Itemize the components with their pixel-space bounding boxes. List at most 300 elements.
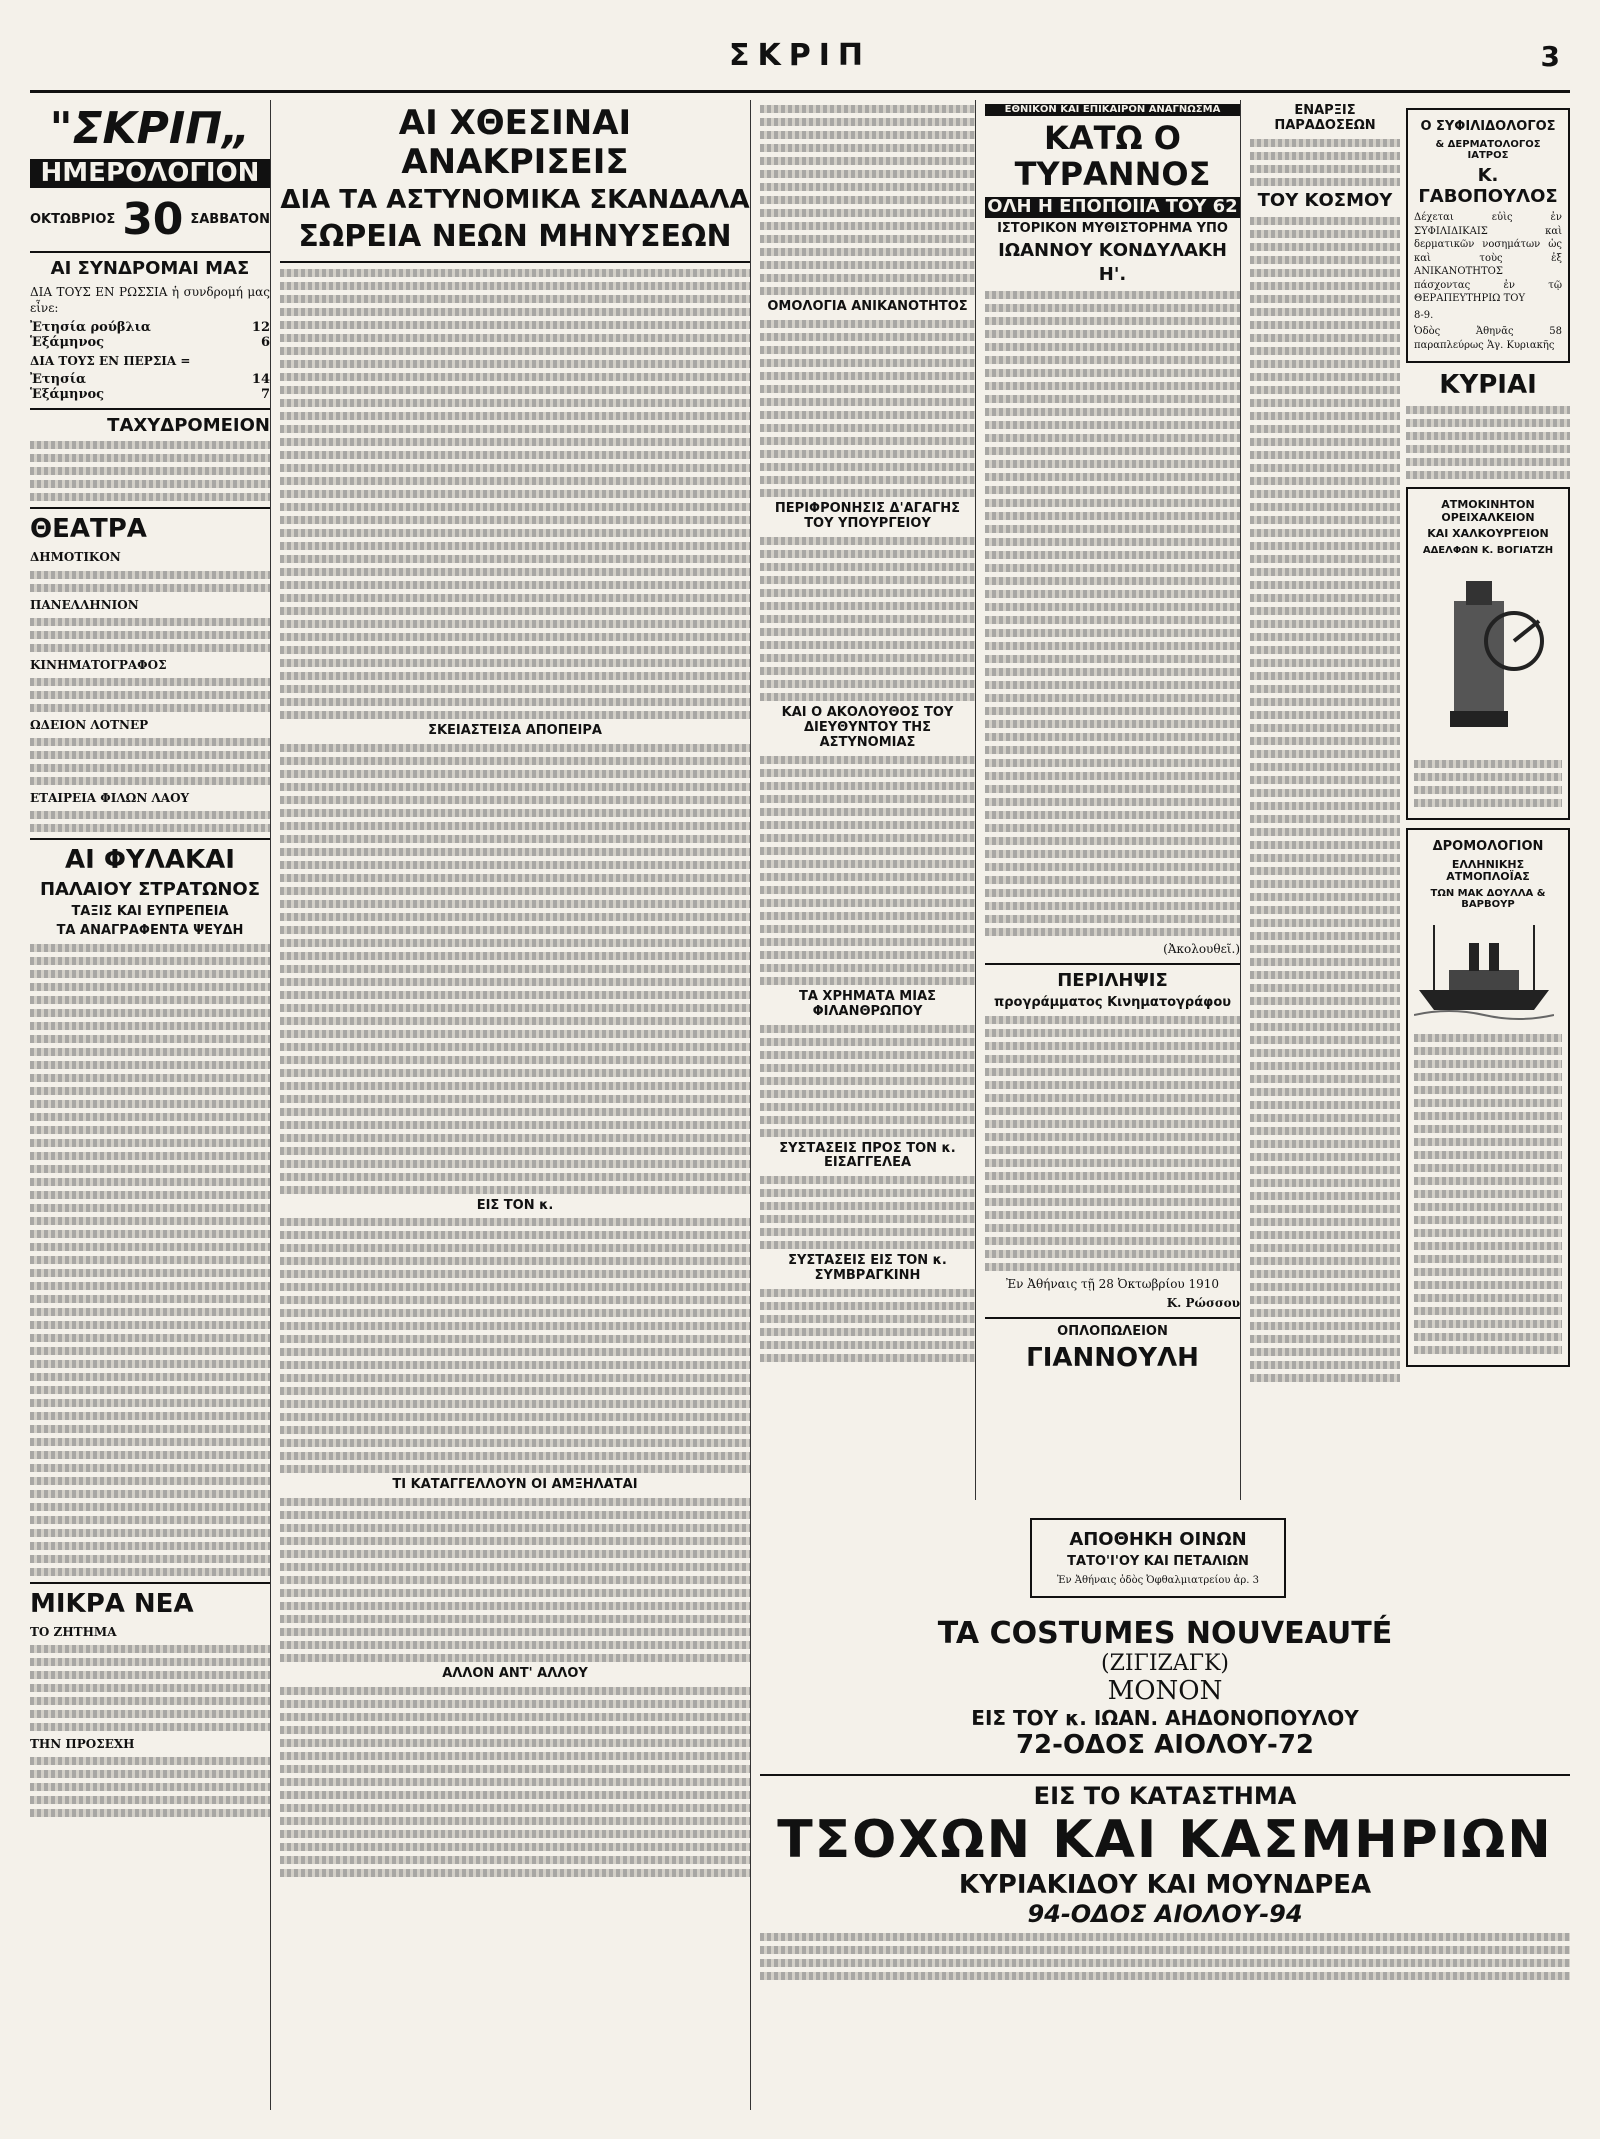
text-line	[30, 584, 270, 592]
text-line	[1250, 906, 1400, 914]
text-line	[985, 915, 1240, 923]
text-line	[760, 860, 975, 868]
text-line	[985, 1250, 1240, 1258]
text-line	[280, 1498, 750, 1506]
text-line	[1250, 841, 1400, 849]
text-line	[280, 1537, 750, 1545]
text-line	[280, 711, 750, 719]
text-line	[760, 1328, 975, 1336]
text-line	[985, 1133, 1240, 1141]
text-line	[30, 996, 270, 1004]
section-subhead: ΠΕΡΙΦΡΟΝΗΣΙΣ Δ'ΑΓΑΓΗΣ ΤΟΥ ΥΠΟΥΡΓΕΙΟΥ	[774, 500, 961, 531]
column-ads	[1250, 100, 1570, 1500]
text-line	[1250, 880, 1400, 888]
text-line	[760, 1176, 975, 1184]
text-line	[760, 873, 975, 881]
text-line	[280, 308, 750, 316]
text-line	[985, 837, 1240, 845]
shipping-ad	[1406, 828, 1570, 1367]
text-line	[1414, 1242, 1562, 1250]
text-line	[280, 848, 750, 856]
text-line	[760, 1215, 975, 1223]
main-subheadline: ΔΙΑ ΤΑ ΑΣΤΥΝΟΜΙΚΑ ΣΚΑΝΔΑΛΑ	[280, 185, 750, 216]
text-line	[985, 1237, 1240, 1245]
text-line	[1250, 516, 1400, 524]
foundry-subtitle: ΚΑΙ ΧΑΛΚΟΥΡΓΕΙΟΝ	[1427, 527, 1549, 541]
text-line	[30, 1178, 270, 1186]
text-line	[1414, 1281, 1562, 1289]
text-line	[985, 1263, 1240, 1271]
wine-subtitle: ΤΑΤΟ'Ι'ΟΥ ΚΑΙ ΠΕΤΑΛΙΩΝ	[1067, 1553, 1249, 1569]
text-line	[280, 1843, 750, 1851]
text-line	[760, 795, 975, 803]
text-line	[30, 1035, 270, 1043]
text-line	[280, 451, 750, 459]
text-line	[985, 694, 1240, 702]
serial-chapter: Η'.	[1098, 264, 1127, 286]
text-line	[1250, 1114, 1400, 1122]
text-line	[280, 1654, 750, 1662]
text-line	[1250, 1322, 1400, 1330]
price-row: Ἐτησία ρούβλια 12	[30, 319, 270, 335]
text-line	[30, 1723, 270, 1731]
text-line	[760, 372, 975, 380]
text-line	[1250, 503, 1400, 511]
text-line	[280, 1830, 750, 1838]
text-line	[280, 1687, 750, 1695]
text-line	[985, 850, 1240, 858]
text-line	[30, 1191, 270, 1199]
text-line	[30, 944, 270, 952]
text-line	[280, 295, 750, 303]
subscriptions-russia: ΔΙΑ ΤΟΥΣ ΕΝ ΡΩΣΣΙΑ ἡ συνδρομή μας εἶνε:	[30, 285, 270, 316]
text-line	[1250, 893, 1400, 901]
text-line	[280, 360, 750, 368]
text-line	[1250, 724, 1400, 732]
text-line	[30, 691, 270, 699]
column-rule	[30, 838, 270, 840]
text-line	[985, 590, 1240, 598]
text-line	[280, 412, 750, 420]
column-police-scandals	[280, 100, 751, 2110]
text-line	[1250, 1244, 1400, 1252]
text-line	[280, 1739, 750, 1747]
text-line	[1250, 360, 1400, 368]
prison-subhead: ΤΑΞΙΣ ΚΑΙ ΕΥΠΡΕΠΕΙΑ	[71, 903, 229, 919]
serial-title: ΚΑΤΩ Ο ΤΥΡΑΝΝΟΣ	[1014, 118, 1211, 194]
text-line	[1250, 1075, 1400, 1083]
text-line	[1406, 432, 1570, 440]
text-line	[30, 1165, 270, 1173]
text-line	[280, 1322, 750, 1330]
text-line	[760, 938, 975, 946]
text-line	[280, 1576, 750, 1584]
text-line	[985, 811, 1240, 819]
text-line	[280, 1615, 750, 1623]
column-calendar	[30, 100, 271, 2110]
text-line	[985, 1094, 1240, 1102]
text-line	[1250, 477, 1400, 485]
text-line	[280, 796, 750, 804]
text-line	[1414, 1229, 1562, 1237]
column-serial-novel	[985, 100, 1241, 1500]
text-line	[760, 450, 975, 458]
text-line	[985, 499, 1240, 507]
text-line	[30, 1152, 270, 1160]
text-line	[30, 1113, 270, 1121]
text-line	[1250, 659, 1400, 667]
text-line	[280, 1270, 750, 1278]
price-row: Ἑξάμηνος 7	[30, 386, 270, 402]
text-line	[280, 939, 750, 947]
text-line	[30, 1100, 270, 1108]
text-line	[1250, 1010, 1400, 1018]
text-line	[1250, 1127, 1400, 1135]
newspaper-page	[30, 30, 1570, 2110]
text-line	[30, 644, 270, 652]
text-line	[280, 1231, 750, 1239]
text-line	[280, 568, 750, 576]
summary-signature: Κ. Ρώσσου	[1166, 1296, 1240, 1311]
text-line	[985, 720, 1240, 728]
nouveaute-shop: ΕΙΣ ΤΟΥ κ. ΙΩΑΝ. ΑΗΔΟΝΟΠΟΥΛΟΥ	[971, 1706, 1359, 1731]
text-line	[280, 1804, 750, 1812]
text-line	[760, 1302, 975, 1310]
text-line	[985, 447, 1240, 455]
main-headline: ΑΙ ΧΘΕΣΙΝΑΙ ΑΝΑΚΡΙΣΕΙΣ	[398, 103, 632, 183]
text-line	[30, 1282, 270, 1290]
text-line	[760, 563, 975, 571]
text-line	[30, 1425, 270, 1433]
text-line	[30, 1809, 270, 1817]
text-line	[760, 411, 975, 419]
text-line	[985, 928, 1240, 936]
text-line	[280, 698, 750, 706]
text-line	[280, 425, 750, 433]
text-line	[760, 782, 975, 790]
text-line	[280, 1628, 750, 1636]
text-line	[1406, 419, 1570, 427]
text-line	[985, 317, 1240, 325]
text-line	[1250, 1062, 1400, 1070]
text-line	[280, 874, 750, 882]
text-line	[760, 346, 975, 354]
text-line	[280, 529, 750, 537]
text-line	[760, 1315, 975, 1323]
text-line	[760, 196, 975, 204]
text-line	[280, 757, 750, 765]
text-line	[280, 1374, 750, 1382]
text-line	[760, 1341, 975, 1349]
text-line	[760, 589, 975, 597]
text-line	[1414, 1203, 1562, 1211]
ladies-heading: ΚΥΡΙΑΙ	[1439, 370, 1537, 401]
text-line	[280, 1108, 750, 1116]
lower-ads	[760, 1510, 1570, 2110]
text-line	[760, 424, 975, 432]
text-line	[1250, 152, 1400, 160]
text-line	[280, 900, 750, 908]
subscriptions-heading: ΑΙ ΣΥΝΔΡΟΜΑΙ ΜΑΣ	[50, 258, 250, 280]
text-line	[280, 1465, 750, 1473]
theatre-item: ΠΑΝΕΛΛΗΝΙΟΝ	[30, 597, 139, 612]
text-line	[985, 772, 1240, 780]
text-line	[985, 1146, 1240, 1154]
text-line	[1250, 568, 1400, 576]
section-subhead: ΕΙΣ ΤΟΝ κ.	[476, 1197, 554, 1213]
text-line	[30, 1217, 270, 1225]
text-line	[760, 628, 975, 636]
text-line	[985, 460, 1240, 468]
store-owners: ΚΥΡΙΑΚΙΔΟΥ ΚΑΙ ΜΟΥΝΔΡΕΑ	[958, 1870, 1372, 1901]
text-line	[760, 1202, 975, 1210]
text-line	[280, 581, 750, 589]
serial-author: ΙΩΑΝΝΟΥ ΚΟΝΔΥΛΑΚΗ	[998, 239, 1227, 261]
text-line	[1250, 1309, 1400, 1317]
text-line	[280, 1017, 750, 1025]
text-line	[760, 964, 975, 972]
text-line	[280, 1387, 750, 1395]
text-line	[280, 1817, 750, 1825]
text-line	[280, 1244, 750, 1252]
text-line	[1250, 529, 1400, 537]
text-line	[280, 1413, 750, 1421]
nouveaute-title: TA COSTUMES NOUVEAUTÉ	[937, 1616, 1393, 1652]
text-line	[985, 1120, 1240, 1128]
store-ad	[760, 1782, 1570, 1980]
text-line	[30, 1399, 270, 1407]
doctor-address: Ὁδὸς Ἀθηνᾶς 58 παραπλεύρως Ἁγ. Κυριακῆς	[1414, 326, 1562, 351]
text-line	[760, 437, 975, 445]
text-line	[760, 1129, 975, 1137]
text-line	[280, 490, 750, 498]
small-news-item: ΤΟ ΖΗΤΗΜΑ	[30, 1624, 117, 1639]
text-line	[280, 620, 750, 628]
text-line	[760, 821, 975, 829]
column-rule	[985, 963, 1240, 965]
text-line	[1250, 1296, 1400, 1304]
text-line	[30, 1658, 270, 1666]
text-line	[1414, 1177, 1562, 1185]
text-line	[760, 641, 975, 649]
text-line	[280, 1439, 750, 1447]
text-line	[985, 564, 1240, 572]
text-line	[30, 1783, 270, 1791]
text-line	[1250, 828, 1400, 836]
text-line	[1250, 321, 1400, 329]
text-line	[985, 642, 1240, 650]
serial-kicker: ΕΘΝΙΚΟΝ ΚΑΙ ΕΠΙΚΑΙΡΟΝ ΑΝΑΓΝΩΣΜΑ	[985, 104, 1240, 116]
text-line	[280, 744, 750, 752]
text-line	[280, 1218, 750, 1226]
text-line	[30, 467, 270, 475]
text-line	[985, 473, 1240, 481]
text-line	[1414, 1073, 1562, 1081]
text-line	[985, 382, 1240, 390]
text-line	[1250, 230, 1400, 238]
text-line	[280, 1700, 750, 1708]
section-subhead: ΑΛΛΟΝ ΑΝΤ' ΑΛΛΟΥ	[442, 1666, 588, 1682]
doctor-text: Δέχεται εὐὶς ἐν ΣΥΦΙΛΙΔΙΚΑΙΣ καὶ δερματικῶν νοσημάτων ὡς καὶ τοὺς ἐξ ΑΝΙΚΑΝΟΤΗΤΟΣ πάσχοντας ἐν τῷ ΘΕΡΑΠΕΥΤΗΡΙΩ ΤΟΥ	[1414, 212, 1562, 305]
text-line	[1250, 139, 1400, 147]
text-line	[30, 618, 270, 626]
text-line	[1250, 1101, 1400, 1109]
text-line	[1250, 815, 1400, 823]
text-line	[1250, 1088, 1400, 1096]
text-line	[985, 538, 1240, 546]
section-subhead: ΤΙ ΚΑΤΑΓΓΕΛΛΟΥΝ ΟΙ ΑΜΞΗΛΑΤΑΙ	[392, 1477, 638, 1493]
text-line	[985, 1185, 1240, 1193]
price-row: Ἐτησία 14	[30, 371, 270, 387]
section-subhead: ΣΥΣΤΑΣΕΙΣ ΕΙΣ ΤΟΝ κ. ΣΥΜΒΡΑΓΚΙΝΗ	[788, 1253, 947, 1284]
text-line	[1250, 750, 1400, 758]
text-line	[280, 1121, 750, 1129]
text-line	[1250, 464, 1400, 472]
text-line	[1250, 334, 1400, 342]
text-line	[1414, 1125, 1562, 1133]
text-line	[1250, 867, 1400, 875]
text-line	[280, 1257, 750, 1265]
doctor-name: Κ. ΓΑΒΟΠΟΥΛΟΣ	[1418, 164, 1558, 207]
shipping-company: ΤΩΝ ΜΑΚ ΔΟΥΛΛΑ & ΒΑΡΒΟΥΡ	[1430, 887, 1546, 911]
text-line	[1250, 802, 1400, 810]
text-line	[280, 373, 750, 381]
text-line	[760, 834, 975, 842]
calendar-weekday: ΣΑΒΒΑΤΟΝ	[190, 211, 270, 227]
text-line	[1250, 308, 1400, 316]
text-line	[30, 1697, 270, 1705]
text-line	[985, 512, 1240, 520]
text-line	[1250, 776, 1400, 784]
text-line	[1250, 282, 1400, 290]
text-line	[1250, 347, 1400, 355]
text-line	[1250, 542, 1400, 550]
text-line	[280, 1095, 750, 1103]
text-line	[30, 1074, 270, 1082]
text-line	[760, 1354, 975, 1362]
text-line	[280, 1186, 750, 1194]
text-line	[280, 1602, 750, 1610]
text-line	[1250, 1374, 1400, 1382]
text-line	[280, 659, 750, 667]
text-line	[280, 1713, 750, 1721]
text-line	[760, 1972, 1570, 1980]
text-line	[280, 1563, 750, 1571]
text-line	[1414, 760, 1562, 768]
text-line	[280, 835, 750, 843]
text-line	[985, 356, 1240, 364]
text-line	[280, 282, 750, 290]
text-line	[1414, 799, 1562, 807]
text-line	[985, 785, 1240, 793]
text-line	[1406, 471, 1570, 479]
text-line	[1250, 763, 1400, 771]
text-line	[760, 463, 975, 471]
text-line	[280, 809, 750, 817]
text-line	[30, 1295, 270, 1303]
serial-subtitle: ΟΛΗ Η ΕΠΟΠΟΙΙΑ ΤΟΥ 62	[985, 197, 1240, 218]
text-line	[985, 486, 1240, 494]
text-line	[30, 1684, 270, 1692]
text-line	[1406, 445, 1570, 453]
text-line	[985, 1016, 1240, 1024]
text-line	[1250, 581, 1400, 589]
text-line	[1250, 451, 1400, 459]
text-line	[760, 1228, 975, 1236]
text-line	[760, 847, 975, 855]
text-line	[280, 477, 750, 485]
text-line	[280, 555, 750, 563]
text-line	[280, 887, 750, 895]
text-line	[280, 861, 750, 869]
text-line	[760, 131, 975, 139]
text-line	[1414, 1099, 1562, 1107]
text-line	[1250, 685, 1400, 693]
text-line	[1414, 1138, 1562, 1146]
text-line	[985, 577, 1240, 585]
gunshop-name: ΓΙΑΝΝΟΥΛΗ	[1026, 1343, 1199, 1374]
text-line	[30, 970, 270, 978]
text-line	[280, 607, 750, 615]
text-line	[1250, 217, 1400, 225]
text-line	[30, 1796, 270, 1804]
text-line	[1250, 737, 1400, 745]
text-line	[30, 1503, 270, 1511]
text-line	[1250, 633, 1400, 641]
text-line	[280, 1400, 750, 1408]
text-line	[30, 1321, 270, 1329]
masthead	[30, 30, 1570, 93]
post-heading: ΤΑΧΥΔΡΟΜΕΙΟΝ	[107, 414, 270, 436]
text-line	[1250, 646, 1400, 654]
text-line	[30, 480, 270, 488]
text-line	[30, 811, 270, 819]
text-line	[30, 1308, 270, 1316]
text-line	[1250, 698, 1400, 706]
text-line	[1250, 555, 1400, 563]
text-line	[760, 1946, 1570, 1954]
text-line	[30, 1139, 270, 1147]
text-line	[280, 965, 750, 973]
text-line	[1250, 1023, 1400, 1031]
text-line	[280, 334, 750, 342]
text-line	[760, 602, 975, 610]
text-line	[30, 1451, 270, 1459]
text-line	[760, 1103, 975, 1111]
text-line	[1250, 984, 1400, 992]
text-line	[985, 733, 1240, 741]
text-line	[1414, 1034, 1562, 1042]
text-line	[1250, 373, 1400, 381]
text-line	[1250, 997, 1400, 1005]
text-line	[1250, 165, 1400, 173]
text-line	[1250, 711, 1400, 719]
text-line	[1250, 789, 1400, 797]
text-line	[760, 1090, 975, 1098]
text-line	[280, 1641, 750, 1649]
text-line	[280, 321, 750, 329]
doctor-title: Ο ΣΥΦΙΛΙΔΟΛΟΓΟΣ	[1420, 119, 1556, 134]
text-line	[760, 977, 975, 985]
text-line	[280, 1082, 750, 1090]
text-line	[1414, 1060, 1562, 1068]
text-line	[30, 1710, 270, 1718]
text-line	[30, 571, 270, 579]
text-line	[280, 1752, 750, 1760]
text-line	[1250, 945, 1400, 953]
text-line	[760, 576, 975, 584]
text-line	[985, 291, 1240, 299]
